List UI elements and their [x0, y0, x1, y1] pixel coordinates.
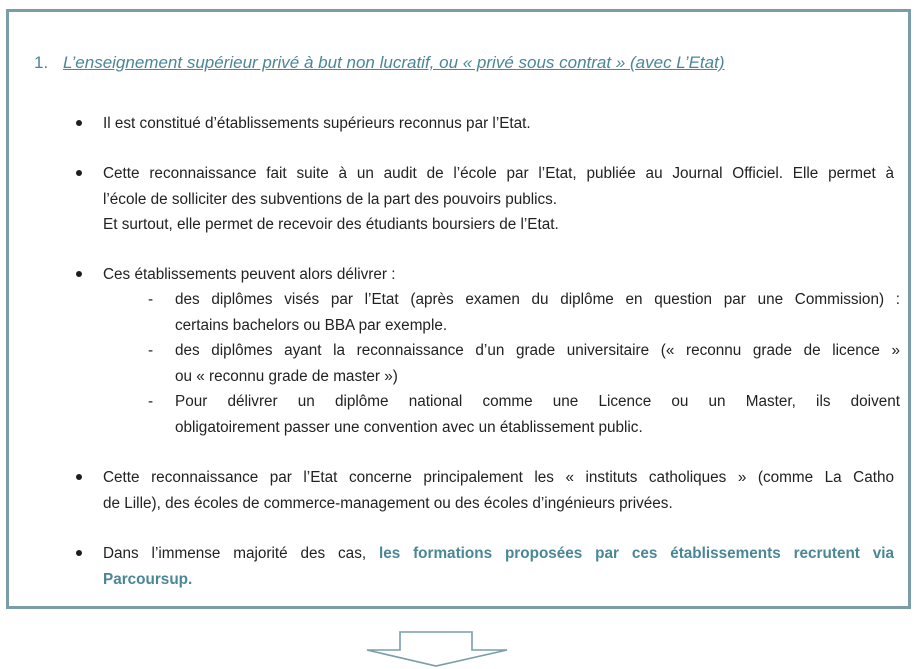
- section-title: L’enseignement supérieur privé à but non lucratif, ou « privé sous contrat » (avec L’Etat): [63, 53, 725, 72]
- bullet-item: [68, 161, 894, 238]
- bullet-icon: [76, 271, 82, 277]
- sub-item-text: obligatoirement passer une convention avec un établissement public.: [175, 418, 643, 436]
- bullet-item: [68, 262, 894, 288]
- bullet-text: de Lille), des écoles de commerce-management ou des écoles d’ingénieurs privées.: [103, 494, 673, 512]
- bullet-text-line: [103, 541, 894, 567]
- bullet-text: Il est constitué d’établissements supérieurs reconnus par l’Etat.: [103, 115, 531, 132]
- bullet-icon: [76, 170, 82, 176]
- bullet-icon: [76, 474, 82, 480]
- bullet-icon: [76, 550, 82, 556]
- sub-item-text: certains bachelors ou BBA par exemple.: [175, 316, 448, 334]
- dash-marker: -: [148, 393, 154, 410]
- section-heading: [34, 53, 725, 73]
- dash-marker: -: [148, 291, 154, 308]
- bullet-icon: [76, 120, 82, 126]
- bullet-text: Cette reconnaissance par l’Etat concerne principalement les « instituts catholiques » (comme La Catho: [103, 469, 894, 486]
- sub-item: [148, 389, 900, 440]
- bullet-text: l’école de solliciter des subventions de la part des pouvoirs publics.: [103, 190, 558, 208]
- bullet-item: [68, 111, 894, 137]
- bullet-lead-text: Dans l’immense majorité des cas,: [103, 545, 367, 562]
- section-number: 1.: [34, 53, 49, 72]
- highlight-text: Parcoursup.: [103, 570, 193, 588]
- sub-item-text: Pour délivrer un diplôme national comme une Licence ou un Master, ils doivent: [175, 393, 900, 410]
- sub-item: [148, 338, 900, 389]
- bullet-text: Et surtout, elle permet de recevoir des étudiants boursiers de l’Etat.: [103, 216, 559, 233]
- highlight-text: les formations proposées par ces établissements recrutent via: [378, 545, 894, 562]
- sub-item: [148, 287, 900, 338]
- bullet-item: [68, 541, 894, 592]
- sub-item-text: ou « reconnu grade de master »): [175, 367, 398, 385]
- sub-item-text: des diplômes ayant la reconnaissance d’un grade universitaire (« reconnu grade de licence »: [175, 342, 900, 359]
- dash-marker: -: [148, 342, 154, 359]
- bullet-item: [68, 465, 894, 516]
- down-arrow-icon: [365, 631, 509, 667]
- bullet-text: Cette reconnaissance fait suite à un audit de l’école par l’Etat, publiée au Journal Officiel. Elle permet à: [103, 165, 894, 182]
- sub-item-text: des diplômes visés par l’Etat (après examen du diplôme en question par une Commission) :: [175, 291, 900, 308]
- bullet-text: Ces établissements peuvent alors délivrer :: [103, 266, 396, 283]
